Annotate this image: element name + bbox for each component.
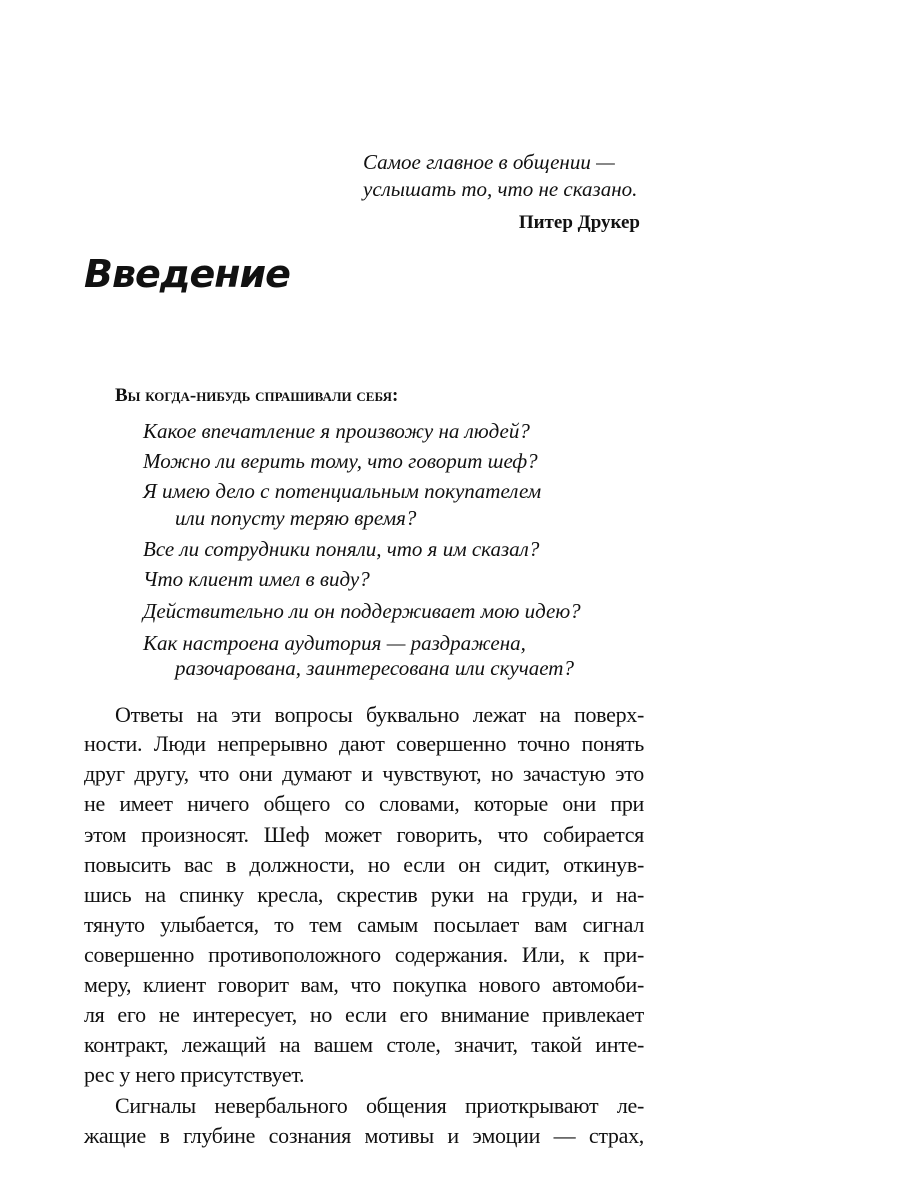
body-line: не имеет ничего общего со словами, которые они при <box>84 791 644 816</box>
body-line: совершенно противоположного содержания. Или, к при- <box>84 942 644 967</box>
body-line: шись на спинку кресла, скрестив руки на груди, и на- <box>84 882 644 907</box>
question-item: Все ли сотрудники поняли, что я им сказал? <box>143 537 540 561</box>
body-line: Ответы на эти вопросы буквально лежат на поверх- <box>115 702 644 727</box>
body-line: ля его не интересует, но если его внимание привлекает <box>84 1002 644 1027</box>
question-item: Какое впечатление я произвожу на людей? <box>143 419 530 443</box>
body-line: контракт, лежащий на вашем столе, значит, такой инте- <box>84 1032 644 1057</box>
epigraph-line: Самое главное в общении — <box>363 150 615 174</box>
epigraph-line: услышать то, что не сказано. <box>363 177 638 201</box>
question-item: Что клиент имел в виду? <box>143 567 370 591</box>
body-line: тянуто улыбается, то тем самым посылает вам сигнал <box>84 912 644 937</box>
body-line: жащие в глубине сознания мотивы и эмоции — страх, <box>84 1123 644 1148</box>
body-line: рес у него присутствует. <box>84 1062 305 1087</box>
body-line: этом произносят. Шеф может говорить, что собирается <box>84 822 644 847</box>
question-item: Как настроена аудитория — раздражена, <box>143 631 526 655</box>
body-line: Сигналы невербального общения приоткрывают ле- <box>115 1093 644 1118</box>
question-item: Действительно ли он поддерживает мою идею? <box>143 599 581 623</box>
question-item: Я имею дело с потенциальным покупателем <box>143 479 542 503</box>
body-line: друг другу, что они думают и чувствуют, но зачастую это <box>84 761 644 786</box>
body-line: повысить вас в должности, но если он сидит, откинув- <box>84 852 644 877</box>
epigraph-author: Питер Друкер <box>518 212 640 233</box>
question-item-continuation: или попусту теряю время? <box>175 506 417 530</box>
chapter-title: Введение <box>84 252 290 296</box>
body-line: меру, клиент говорит вам, что покупка нового автомоби- <box>84 972 644 997</box>
body-line: ности. Люди непрерывно дают совершенно точно понять <box>84 731 644 756</box>
question-item: Можно ли верить тому, что говорит шеф? <box>143 449 538 473</box>
question-item-continuation: разочарована, заинтересована или скучает? <box>175 656 574 680</box>
question-heading: Вы когда-нибудь спрашивали себя: <box>115 385 399 406</box>
